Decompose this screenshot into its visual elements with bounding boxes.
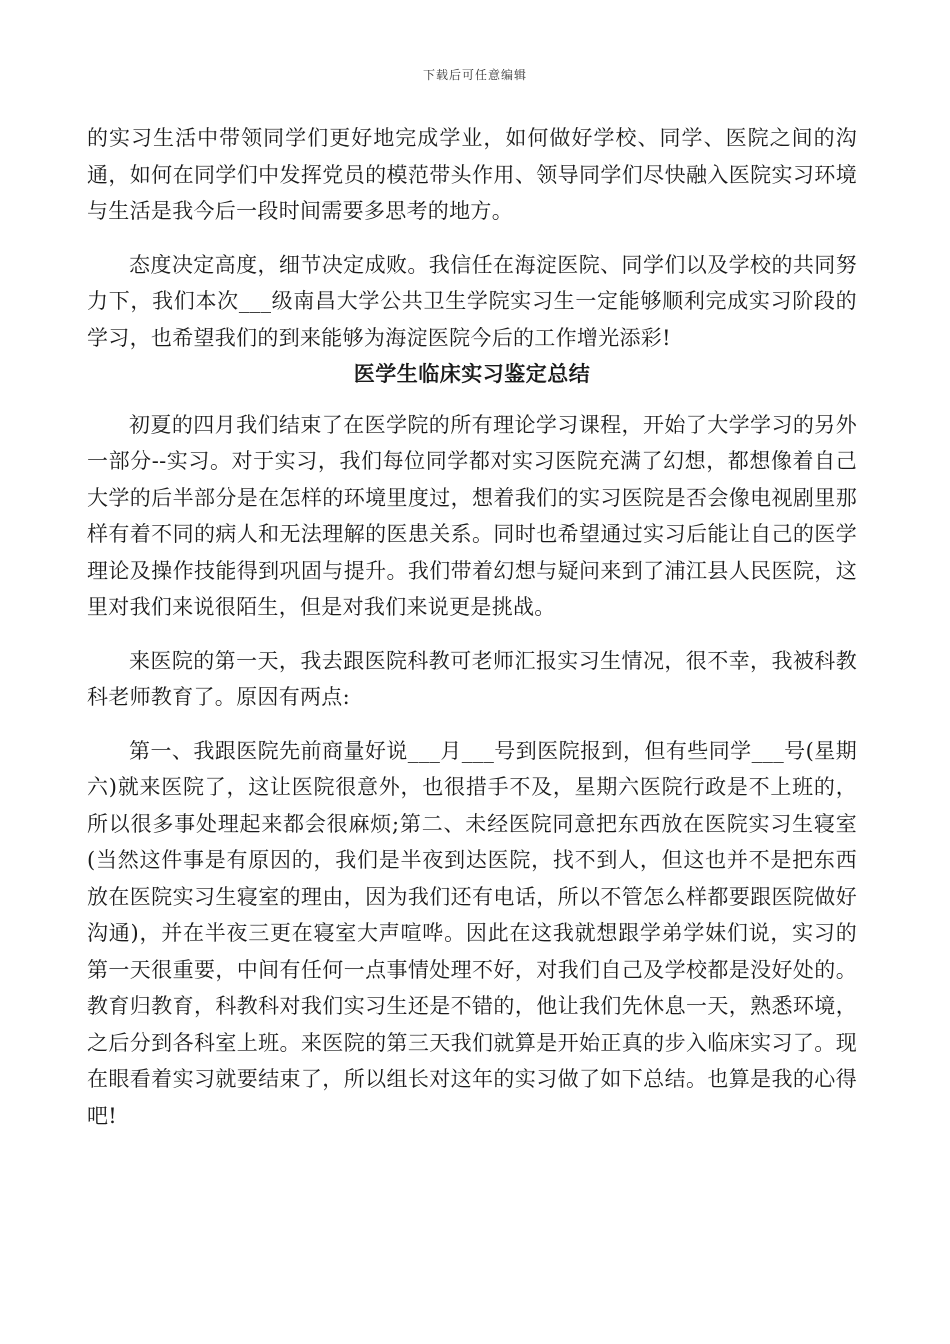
document-body [87, 120, 857, 1134]
paragraph-intro: 初夏的四月我们结束了在医学院的所有理论学习课程，开始了大学学习的另外一部分--实习。对于实习，我们每位同学都对实习医院充满了幻想，都想像着自己大学的后半部分是在怎样的环境里度过，想着我们的实习医院是否会像电视剧里那样有着不同的病人和无法理解的医患关系。同时也希望通过实习后能让自己的医学理论及操作技能得到巩固与提升。我们带着幻想与疑问来到了浦江县人民医院，这里对我们来说很陌生，但是对我们来说更是挑战。 [87, 412, 857, 619]
paragraph-attitude: 态度决定高度，细节决定成败。我信任在海淀医院、同学们以及学校的共同努力下，我们本次___级南昌大学公共卫生学院实习生一定能够顺利完成实习阶段的学习，也希望我们的到来能够为海淀医院今后的工作增光添彩! [87, 252, 857, 350]
section-title: 医学生临床实习鉴定总结 [353, 361, 591, 386]
paragraph-reasons: 第一、我跟医院先前商量好说___月___号到医院报到，但有些同学___号(星期六)就来医院了，这让医院很意外，也很措手不及，星期六医院行政是不上班的，所以很多事处理起来都会很麻烦;第二、未经医院同意把东西放在医院实习生寝室(当然这件事是有原因的，我们是半夜到达医院，找不到人，但这也并不是把东西放在医院实习生寝室的理由，因为我们还有电话，所以不管怎么样都要跟医院做好沟通)，并在半夜三更在寝室大声喧哗。因此在这我就想跟学弟学妹们说，实习的第一天很重要，中间有任何一点事情处理不好，对我们自己及学校都是没好处的。教育归教育，科教科对我们实习生还是不错的，他让我们先休息一天，熟悉环境，之后分到各科室上班。来医院的第三天我们就算是开始正真的步入临床实习了。现在眼看着实习就要结束了，所以组长对这年的实习做了如下总结。也算是我的心得吧! [87, 738, 857, 1128]
page-header-note: 下载后可任意编辑 [422, 68, 527, 82]
paragraph-first-day: 来医院的第一天，我去跟医院科教可老师汇报实习生情况，很不幸，我被科教科老师教育了。原因有两点: [87, 648, 857, 709]
paragraph-continuation: 的实习生活中带领同学们更好地完成学业，如何做好学校、同学、医院之间的沟通，如何在同学们中发挥党员的模范带头作用、领导同学们尽快融入医院实习环境与生活是我今后一段时间需要多思考的地方。 [87, 126, 857, 223]
